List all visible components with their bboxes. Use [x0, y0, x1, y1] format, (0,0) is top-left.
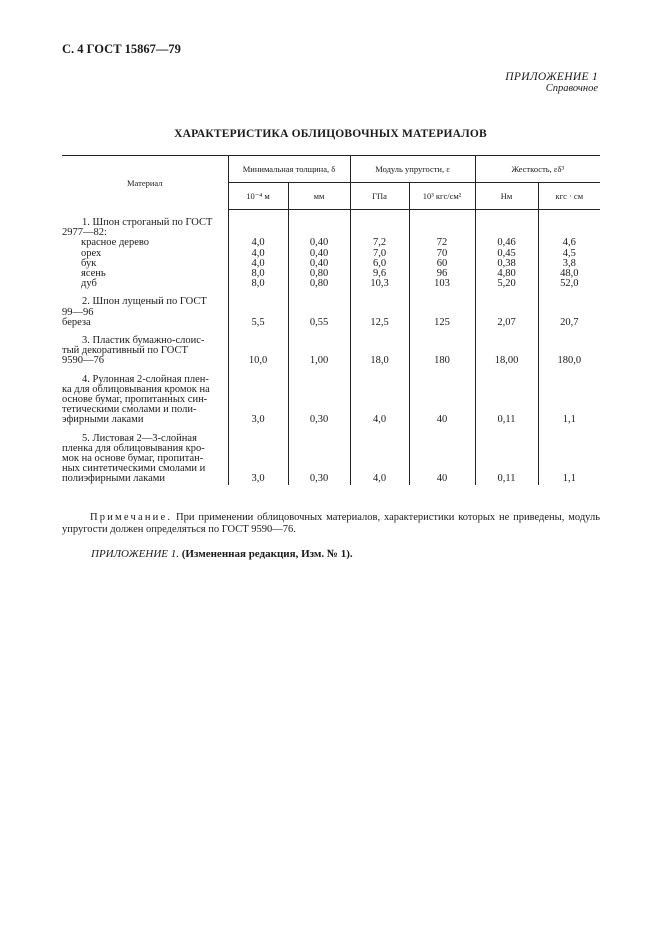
value-cell: 8,0: [228, 279, 288, 289]
value-cell: 72: [409, 238, 475, 248]
amendment-appendix: ПРИЛОЖЕНИЕ 1.: [91, 548, 179, 560]
empty-cell: [538, 289, 600, 297]
empty-cell: [475, 328, 538, 336]
value-cell: 4,6: [538, 238, 600, 248]
name-line: эфирными лаками: [62, 414, 144, 426]
name-line: дуб: [81, 278, 97, 290]
material-name: [62, 297, 228, 328]
value-cell: 1,1: [538, 434, 600, 485]
material-name: [62, 336, 228, 367]
name-line: 5. Листовая 2—3-слойная: [82, 432, 197, 444]
value-cell: 103: [409, 279, 475, 289]
value-cell: 6,0: [350, 259, 409, 269]
name-line: красное дерево: [81, 237, 150, 249]
empty-cell: [288, 289, 350, 297]
value-cell: 0,40: [288, 238, 350, 248]
value-cell: 4,5: [538, 249, 600, 259]
value-cell: 40: [409, 434, 475, 485]
value-cell: 180,0: [538, 336, 600, 367]
empty-cell: [228, 367, 288, 375]
empty-cell: [409, 328, 475, 336]
footnote: [62, 512, 600, 535]
unit-header: мм: [288, 183, 350, 210]
empty-cell: [409, 218, 475, 238]
table-row: [62, 218, 600, 238]
header-thickness: Минимальная толщина, δ: [228, 156, 350, 183]
value-cell: 70: [409, 249, 475, 259]
empty-cell: [228, 426, 288, 434]
value-cell: 3,0: [228, 375, 288, 426]
unit-header: 10³ кгс/см²: [409, 183, 475, 210]
unit-header: кгс · см: [538, 183, 600, 210]
material-name: [62, 375, 228, 426]
header-modulus: Модуль упругости, ε: [350, 156, 475, 183]
value-cell: 4,0: [228, 238, 288, 248]
name-line: береза: [62, 316, 91, 328]
empty-cell: [475, 367, 538, 375]
name-line: 1. Шпон строганый по ГОСТ: [82, 217, 213, 228]
value-cell: 5,5: [228, 297, 288, 328]
empty-cell: [350, 328, 409, 336]
empty-cell: [350, 367, 409, 375]
name-line: 4. Рулонная 2-слойная плен-: [82, 373, 209, 385]
value-cell: 2,07: [475, 297, 538, 328]
value-cell: 18,00: [475, 336, 538, 367]
amendment-line: [91, 548, 353, 560]
name-line: пленка для облицовывания кро-: [62, 442, 205, 454]
material-name: [62, 434, 228, 485]
value-cell: 52,0: [538, 279, 600, 289]
value-cell: 0,45: [475, 249, 538, 259]
value-cell: 1,1: [538, 375, 600, 426]
empty-cell: [288, 218, 350, 238]
name-line: ка для облицовывания кромок на: [62, 383, 210, 395]
value-cell: 0,80: [288, 269, 350, 279]
name-line: ных синтетическими смолами и: [62, 463, 206, 475]
document-title: ХАРАКТЕРИСТИКА ОБЛИЦОВОЧНЫХ МАТЕРИАЛОВ: [174, 128, 487, 140]
empty-cell: [288, 328, 350, 336]
value-cell: 125: [409, 297, 475, 328]
value-cell: 9,6: [350, 269, 409, 279]
empty-cell: [288, 210, 350, 219]
table-row: [62, 297, 600, 328]
empty-cell: [288, 426, 350, 434]
name-line: основе бумаг, пропитанных син-: [62, 394, 208, 406]
value-cell: 18,0: [350, 336, 409, 367]
name-line: ясень: [81, 268, 106, 280]
materials-table: [62, 155, 600, 485]
empty-cell: [409, 289, 475, 297]
appendix-label: [505, 72, 598, 94]
name-line: бук: [81, 257, 97, 269]
name-line: 2977—82:: [62, 227, 107, 239]
value-cell: 0,11: [475, 434, 538, 485]
empty-cell: [409, 367, 475, 375]
empty-cell: [228, 328, 288, 336]
value-cell: 40: [409, 375, 475, 426]
header-stiffness: Жесткость, εδ³: [475, 156, 600, 183]
value-cell: 4,80: [475, 269, 538, 279]
value-cell: 20,7: [538, 297, 600, 328]
value-cell: 0,40: [288, 249, 350, 259]
empty-cell: [538, 210, 600, 219]
value-cell: 12,5: [350, 297, 409, 328]
table-row: [62, 336, 600, 367]
footnote-text: При применении облицовочных материалов, характеристики которых не приведены, модуль упругости должен определяться по ГОСТ 9590—76.: [62, 512, 600, 535]
value-cell: 96: [409, 269, 475, 279]
name-line: 99—96: [62, 306, 94, 318]
appendix-title: ПРИЛОЖЕНИЕ 1: [505, 71, 598, 83]
value-cell: 5,20: [475, 279, 538, 289]
table-row: [62, 279, 600, 289]
value-cell: 180: [409, 336, 475, 367]
value-cell: 7,0: [350, 249, 409, 259]
empty-cell: [475, 218, 538, 238]
value-cell: 8,0: [228, 269, 288, 279]
header-material: Материал: [62, 156, 228, 210]
table-row: [62, 434, 600, 485]
table-row: [62, 269, 600, 279]
empty-cell: [228, 218, 288, 238]
value-cell: 3,0: [228, 434, 288, 485]
empty-cell: [475, 426, 538, 434]
empty-cell: [228, 289, 288, 297]
unit-header: ГПа: [350, 183, 409, 210]
table-row: [62, 238, 600, 248]
value-cell: 48,0: [538, 269, 600, 279]
empty-cell: [475, 210, 538, 219]
name-line: 2. Шпон лущеный по ГОСТ: [82, 296, 207, 308]
name-line: полиэфирными лаками: [62, 473, 166, 485]
value-cell: 0,11: [475, 375, 538, 426]
name-line: тетическими смолами и поли-: [62, 404, 197, 416]
empty-cell: [538, 328, 600, 336]
empty-cell: [538, 218, 600, 238]
name-line: 3. Пластик бумажно-слоис-: [82, 335, 205, 347]
empty-cell: [350, 210, 409, 219]
value-cell: 4,0: [228, 259, 288, 269]
name-line: орех: [81, 247, 102, 259]
appendix-note: Справочное: [545, 83, 598, 94]
value-cell: 0,55: [288, 297, 350, 328]
value-cell: 0,30: [288, 434, 350, 485]
empty-cell: [409, 426, 475, 434]
value-cell: 7,2: [350, 238, 409, 248]
name-line: 9590—76: [62, 355, 104, 367]
name-line: тый декоративный по ГОСТ: [62, 345, 188, 357]
material-name: [62, 218, 228, 238]
material-name: [62, 279, 228, 289]
table-row: [62, 259, 600, 269]
unit-header: Нм: [475, 183, 538, 210]
empty-cell: [409, 210, 475, 219]
name-line: мок на основе бумаг, пропитан-: [62, 453, 204, 465]
value-cell: 10,3: [350, 279, 409, 289]
value-cell: 10,0: [228, 336, 288, 367]
table-row: [62, 249, 600, 259]
value-cell: 4,0: [228, 249, 288, 259]
empty-cell: [288, 367, 350, 375]
value-cell: 0,40: [288, 259, 350, 269]
unit-header: 10⁻⁴ м: [228, 183, 288, 210]
value-cell: 3,8: [538, 259, 600, 269]
value-cell: 1,00: [288, 336, 350, 367]
empty-cell: [350, 218, 409, 238]
table-row: [62, 375, 600, 426]
value-cell: 0,38: [475, 259, 538, 269]
empty-cell: [228, 210, 288, 219]
page-header: С. 4 ГОСТ 15867—79: [62, 42, 181, 56]
value-cell: 0,30: [288, 375, 350, 426]
empty-cell: [538, 426, 600, 434]
footnote-label: Примечание.: [90, 512, 173, 523]
value-cell: 4,0: [350, 375, 409, 426]
empty-cell: [475, 289, 538, 297]
value-cell: 0,80: [288, 279, 350, 289]
empty-cell: [538, 367, 600, 375]
value-cell: 4,0: [350, 434, 409, 485]
empty-cell: [350, 289, 409, 297]
amendment-text: (Измененная редакция, Изм. № 1).: [178, 548, 353, 560]
value-cell: 0,46: [475, 238, 538, 248]
value-cell: 60: [409, 259, 475, 269]
empty-cell: [350, 426, 409, 434]
